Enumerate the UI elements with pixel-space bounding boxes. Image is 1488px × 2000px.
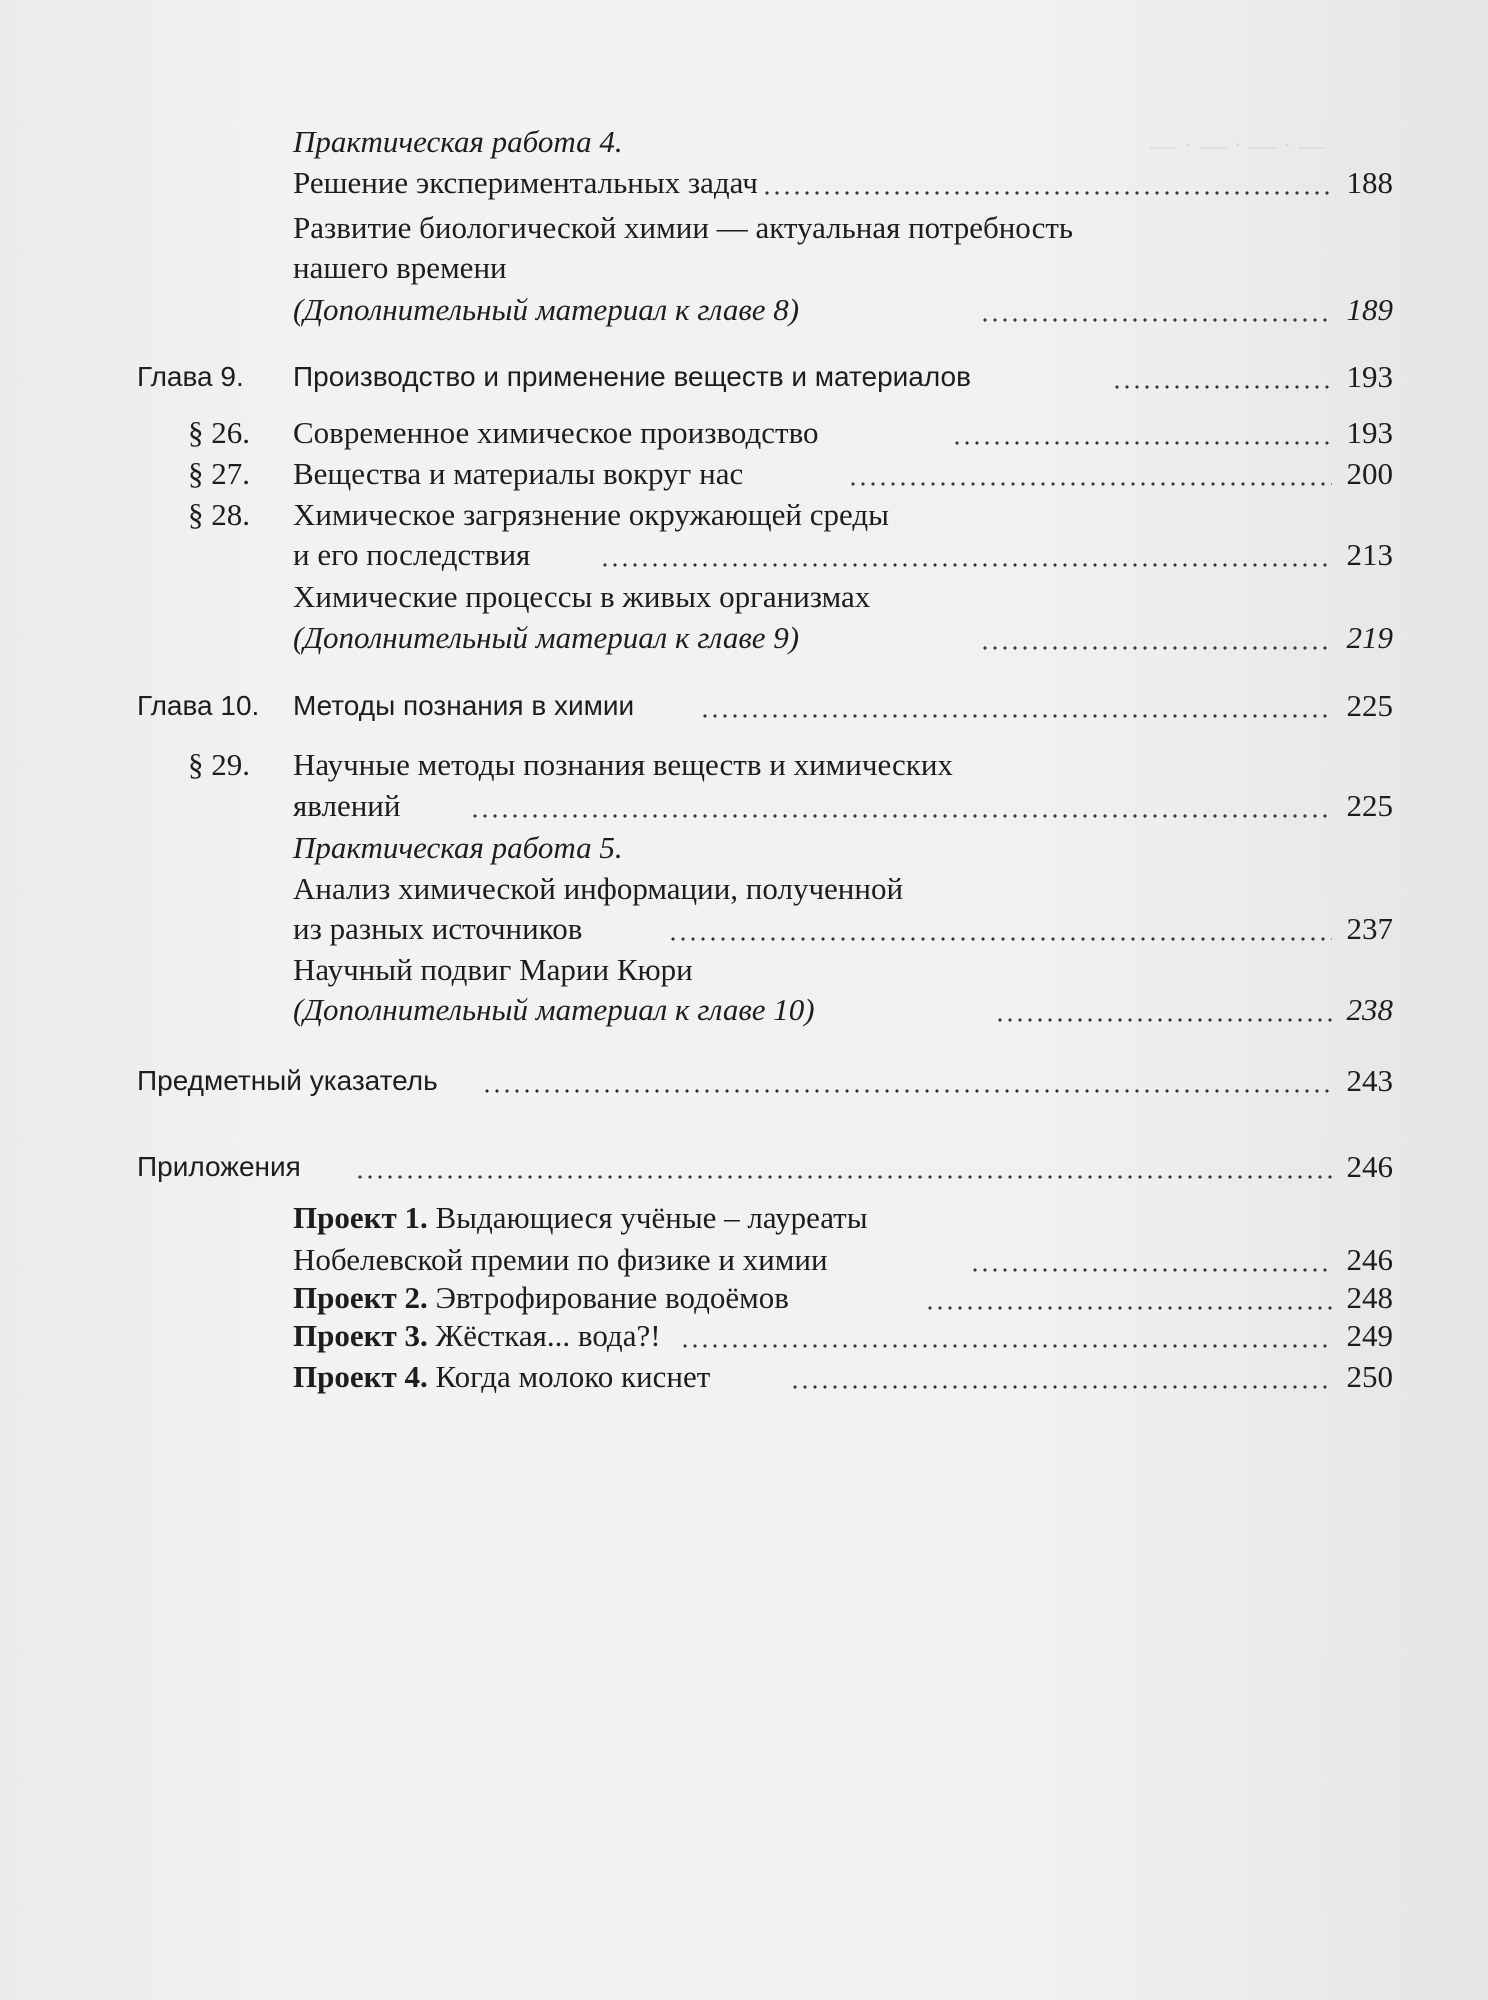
leader-dots bbox=[995, 1018, 1332, 1022]
entry-title: (Дополнительный материал к главе 9) bbox=[293, 620, 800, 655]
entry-title: Практическая работа 5. bbox=[293, 830, 623, 865]
leader-dots bbox=[970, 1268, 1332, 1272]
project-label: Проект 4. bbox=[293, 1359, 428, 1394]
page-number: 189 bbox=[1346, 292, 1393, 327]
section-number: § 27. bbox=[188, 456, 250, 491]
chapter-label: Глава 10. bbox=[137, 690, 260, 721]
entry-title: и его последствия bbox=[293, 537, 531, 572]
leader-dots bbox=[952, 441, 1332, 445]
entry-title: Современное химическое производство bbox=[293, 415, 819, 450]
page-number: 193 bbox=[1346, 359, 1393, 394]
page-number: 249 bbox=[1346, 1318, 1393, 1353]
entry-title: Приложения bbox=[137, 1151, 301, 1182]
page-number: 188 bbox=[1346, 165, 1393, 200]
project-label: Проект 1. bbox=[293, 1200, 428, 1235]
leader-dots bbox=[482, 1089, 1332, 1093]
section-number: § 29. bbox=[188, 747, 250, 782]
entry-title bbox=[293, 1198, 868, 1238]
page-number: 237 bbox=[1346, 911, 1393, 946]
entry-title: Научные методы познания веществ и химических bbox=[293, 747, 953, 782]
project-title: Эвтрофирование водоёмов bbox=[435, 1280, 789, 1315]
entry-title: Нобелевской премии по физике и химии bbox=[293, 1242, 828, 1277]
page-number: 225 bbox=[1346, 788, 1393, 823]
page-number: 225 bbox=[1346, 688, 1393, 723]
entry-title: (Дополнительный материал к главе 10) bbox=[293, 992, 815, 1027]
entry-title: Химические процессы в живых организмах bbox=[293, 579, 871, 614]
leader-dots bbox=[925, 1306, 1332, 1310]
page-number: 213 bbox=[1346, 537, 1393, 572]
leader-dots bbox=[790, 1385, 1332, 1389]
section-number: § 26. bbox=[188, 415, 250, 450]
page-number: 250 bbox=[1346, 1359, 1393, 1394]
page-number: 219 bbox=[1346, 620, 1393, 655]
section-number: § 28. bbox=[188, 497, 250, 532]
entry-title: Химическое загрязнение окружающей среды bbox=[293, 497, 889, 532]
page-number: 246 bbox=[1346, 1149, 1393, 1184]
entry-title: Методы познания в химии bbox=[293, 690, 635, 721]
entry-title bbox=[293, 1278, 789, 1318]
leader-dots bbox=[700, 714, 1332, 718]
entry-title: Решение экспериментальных задач bbox=[293, 165, 758, 200]
project-title: Жёсткая... вода?! bbox=[435, 1318, 661, 1353]
leader-dots bbox=[680, 1344, 1332, 1348]
entry-title: (Дополнительный материал к главе 8) bbox=[293, 292, 800, 327]
page-number: 243 bbox=[1346, 1063, 1393, 1098]
entry-title: Вещества и материалы вокруг нас bbox=[293, 456, 744, 491]
entry-title bbox=[293, 1357, 710, 1397]
chapter-label: Глава 9. bbox=[137, 361, 244, 392]
entry-title: из разных источников bbox=[293, 911, 583, 946]
show-through-texture: — · — · — · — bbox=[1150, 130, 1326, 160]
project-label: Проект 3. bbox=[293, 1318, 428, 1353]
entry-title: Практическая работа 4. bbox=[293, 124, 623, 159]
entry-title: нашего времени bbox=[293, 250, 507, 285]
page-number: 238 bbox=[1346, 992, 1393, 1027]
entry-title: Производство и применение веществ и материалов bbox=[293, 361, 971, 392]
page-number: 246 bbox=[1346, 1242, 1393, 1277]
entry-title: Анализ химической информации, полученной bbox=[293, 871, 904, 906]
page-number: 193 bbox=[1346, 415, 1393, 450]
leader-dots bbox=[600, 563, 1332, 567]
entry-title: Развитие биологической химии — актуальная потребность bbox=[293, 210, 1074, 245]
project-label: Проект 2. bbox=[293, 1280, 428, 1315]
entry-title: Предметный указатель bbox=[137, 1065, 438, 1096]
leader-dots bbox=[1112, 385, 1332, 389]
page-number: 200 bbox=[1346, 456, 1393, 491]
project-title: Выдающиеся учёные – лауреаты bbox=[435, 1200, 868, 1235]
project-title: Когда молоко киснет bbox=[435, 1359, 711, 1394]
page-number: 248 bbox=[1346, 1280, 1393, 1315]
leader-dots bbox=[470, 814, 1332, 818]
entry-title: Научный подвиг Марии Кюри bbox=[293, 952, 693, 987]
leader-dots bbox=[980, 318, 1332, 322]
leader-dots bbox=[980, 646, 1332, 650]
entry-title bbox=[293, 1316, 661, 1356]
entry-title: явлений bbox=[293, 788, 401, 823]
leader-dots bbox=[848, 482, 1332, 486]
leader-dots bbox=[355, 1175, 1332, 1179]
leader-dots bbox=[668, 937, 1332, 941]
leader-dots bbox=[762, 191, 1332, 195]
